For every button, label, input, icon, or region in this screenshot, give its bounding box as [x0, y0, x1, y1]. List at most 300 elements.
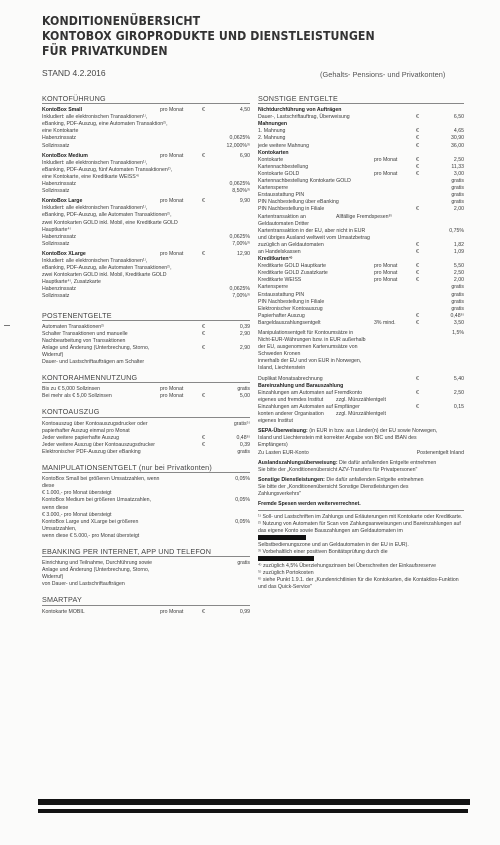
product-currency: €: [202, 198, 205, 205]
interest-rate-row: [42, 286, 250, 293]
fee-row: [258, 256, 464, 263]
fee-row-value: 1,5%: [452, 330, 464, 336]
fee-row: [258, 185, 464, 192]
fee-row-note: zzgl. Münzzählentgelt: [336, 396, 386, 403]
product-currency: €: [202, 152, 205, 159]
fee-row-currency: €: [416, 128, 419, 135]
posten-row-label: Dauer- und Lastschriftaufträgen am Schalter: [42, 359, 145, 366]
interest-rate-row: [42, 188, 250, 195]
footnote: ¹⁾ Soll- und Lastschriften im Zahlungs und Erläuterungen mit Kontokarte oder Kreditkarte.: [258, 514, 463, 521]
fee-row: [258, 292, 464, 299]
fee-row: [258, 143, 464, 150]
interest-rate-row: [42, 135, 250, 142]
auszug-row-label: Elektronischer PDF-Auszug über eBanking: [42, 448, 141, 455]
fee-row-label: Kartennachbestellung Kontokarte GOLD: [258, 178, 351, 185]
product-description: eBanking, PDF-Auszug, alle Automaten Transaktionen²⁾,: [42, 212, 172, 219]
posten-row-currency: €: [202, 323, 205, 330]
fee-row-label: Nichtdurchführung von Aufträgen: [258, 107, 342, 114]
manip-row-label: KontoBox Small bei größeren Umsatzzahlen, wenn diese: [42, 476, 160, 490]
fee-row-value: 0,75%: [449, 227, 464, 234]
fee-row: [258, 337, 464, 344]
manip-row: [42, 519, 250, 533]
smartpay-heading: SMARTPAY: [42, 596, 250, 605]
fee-row-label: Kreditkarten⁴⁾: [258, 256, 293, 263]
rahmen-row-note: pro Monat: [160, 393, 184, 400]
manip-row: [42, 476, 250, 490]
product-period: pro Monat: [160, 198, 184, 205]
sepa-charge-label: Zu Lasten EUR-Konto: [258, 449, 309, 456]
fee-row-label: Erstausstattung PIN: [258, 192, 305, 199]
auszug-row-value: gratis: [237, 448, 250, 455]
sepa-charge-value: Postenentgelt Inland: [416, 449, 464, 456]
fee-row-label: Kartensperre: [258, 284, 288, 291]
fee-row: [258, 157, 464, 164]
sepa-charge: [258, 450, 464, 457]
fee-row: [258, 397, 464, 404]
fee-row-label: jede weitere Mahnung: [258, 142, 310, 149]
rate-label: Habenzinssatz: [42, 135, 77, 142]
fee-row: [258, 228, 464, 235]
fee-row-currency: €: [416, 248, 419, 255]
rate-value: 0,0625%: [229, 233, 250, 240]
manip-row-value: 0,05%: [235, 476, 250, 483]
fee-row: [258, 235, 464, 242]
auszug-row-label: Jeder weitere papierhafte Auszug: [42, 434, 119, 441]
fee-row-label: Nicht-EUR-Währungen bzw. in EUR außerhalb: [258, 337, 366, 344]
rate-value: 0,0625%: [229, 286, 250, 293]
document-header: [42, 14, 462, 59]
fee-row-currency: €: [416, 241, 419, 248]
fee-row-value: 36,00: [451, 142, 464, 149]
posten-row-value: 2,90: [239, 344, 250, 351]
fee-row: [258, 270, 464, 277]
smartpay-row-value: 0,99: [239, 608, 250, 615]
product-period: pro Monat: [160, 250, 184, 257]
manip-row: [42, 512, 250, 519]
fee-row-label: Mahnungen: [258, 121, 288, 128]
ebanking-row: [42, 581, 250, 588]
fee-row-value: gratis: [451, 178, 464, 185]
fee-row-value: 4,65: [453, 128, 464, 135]
fee-row: [258, 199, 464, 206]
product-2: [42, 198, 250, 205]
fee-row: [258, 390, 464, 397]
ausland-text: Die dafür anfallenden Entgelte entnehmen: [339, 459, 437, 466]
fee-row-currency: €: [416, 142, 419, 149]
manip-row-label: wenn diese € 5.000,- pro Monat übersteigt: [42, 532, 140, 539]
fee-row: [258, 284, 464, 291]
product-description: zwei Kontokarten GOLD inkl. Mobil, eine Kreditkarte GOLD: [42, 219, 178, 226]
ausland-text: Sie bitte der „Konditionenübersicht AZV-Transfers für Privatpersonen": [258, 466, 418, 473]
fee-row-note: pro Monat: [374, 156, 398, 163]
fee-row-label: Bargeldauszahlungsentgelt: [258, 319, 321, 326]
fee-row-label: Dauer-, Lastschriftauftrag, Überweisung: [258, 114, 350, 121]
manip-row-label: KontoBox Large und XLarge bei größeren Umsatzzahlen,: [42, 518, 139, 532]
fee-row-label: Kartentransaktion in der EU, aber nicht in EUR: [258, 227, 366, 234]
fee-row-note: pro Monat: [374, 263, 398, 270]
ebanking-row-label: Anlage und Änderung (Unterbrechung, Storno, Widerruf): [42, 567, 150, 581]
fee-row-value: 1,09: [453, 248, 464, 255]
product-description: eBanking, PDF-Auszug, alle Automaten Transaktionen²⁾,: [42, 265, 172, 272]
rate-value: 7,00%³⁾: [232, 240, 250, 247]
fee-row: [258, 320, 464, 327]
product-description: eine Kontokarte: [42, 128, 79, 135]
fee-row: [258, 365, 464, 372]
fee-row-currency: €: [416, 312, 419, 319]
fee-row-note: pro Monat: [374, 277, 398, 284]
product-description: Inkludiert: alle elektronischen Transaktionen¹⁾,: [42, 205, 148, 212]
product-description: eBanking, PDF-Auszug, fünf Automaten Transaktionen²⁾,: [42, 166, 173, 173]
fee-row-currency: €: [416, 114, 419, 121]
stand-date: STAND 4.2.2016: [42, 68, 106, 78]
fee-row-value: 2,50: [453, 389, 464, 396]
fee-row-currency: €: [416, 156, 419, 163]
fee-row-value: gratis: [451, 192, 464, 199]
ebanking-row-label: Einrichtung und Teilnahme, Durchführung sowie: [42, 560, 153, 567]
sepa-block: [258, 428, 464, 435]
product-price: 9,90: [239, 198, 250, 205]
fee-row-label: Kreditkarte GOLD Hauptkarte: [258, 263, 327, 270]
product-description: Inkludiert: alle elektronischen Transaktionen¹⁾,: [42, 159, 148, 166]
fee-row: [258, 306, 464, 313]
rate-label: Habenzinssatz: [42, 286, 77, 293]
dienst-text: Zahlungsverkehrs": [258, 490, 302, 497]
fee-row-currency: €: [416, 206, 419, 213]
rate-label: Habenzinssatz: [42, 233, 77, 240]
fee-row: [258, 344, 464, 358]
fee-row-label: Kreditkarte WEISS: [258, 277, 302, 284]
fee-row-currency: €: [416, 270, 419, 277]
fee-row-label: Kartensperre: [258, 185, 288, 192]
fee-row-currency: €: [416, 163, 419, 170]
product-description: eBanking, PDF-Auszug, eine Automaten Transaktion²⁾,: [42, 121, 168, 128]
posten-row-currency: €: [202, 330, 205, 337]
fee-row-note: Allfällige Fremdspesen⁸⁾: [336, 213, 392, 220]
fee-row-label: PIN Nachbestellung über eBanking: [258, 199, 339, 206]
fee-row-currency: €: [416, 277, 419, 284]
auszug-heading: KONTOAUSZUG: [42, 408, 250, 417]
manip-row-label: € 1.000,- pro Monat übersteigt: [42, 490, 112, 497]
fee-row-label: Erstausstattung PIN: [258, 291, 305, 298]
rate-label: Sollzinssatz: [42, 188, 70, 195]
left-column: [42, 95, 250, 616]
product-1: [42, 153, 250, 160]
fee-row: [258, 171, 464, 178]
auszug-row: [42, 442, 250, 449]
auszug-row-currency: €: [202, 441, 205, 448]
product-name: KontoBox Medium: [42, 152, 88, 159]
fee-row-note: 3% mind.: [374, 319, 396, 326]
fee-row-label: Manipulationsentgelt für Kontoumsätze in: [258, 330, 354, 336]
fee-row-label: Bareinzahlung und Barauszahlung: [258, 382, 344, 389]
ebanking-heading: EBANKING PER INTERNET, APP UND TELEFON: [42, 548, 250, 557]
fee-row: [258, 114, 464, 121]
smartpay-row-currency: €: [202, 608, 205, 615]
manip-row: [42, 533, 250, 540]
fee-row-value: gratis: [451, 284, 464, 291]
interest-rate-row: [42, 241, 250, 248]
rahmen-row: [42, 386, 250, 393]
footnote: ²⁾ Nutzung von Automaten für Scan von Zahlungsanweisungen und Bareinzahlungen auf das eigene Konto sowie Bauszahlungen am Geldautomaten im: [258, 521, 461, 535]
scan-tick-mark: [4, 325, 10, 326]
fee-row-currency: €: [416, 170, 419, 177]
fee-row-label: Kartennachbestellung: [258, 163, 309, 170]
fee-row-label: Elektronischer Kontoauszug: [258, 305, 323, 312]
fee-row: [258, 277, 464, 284]
fee-row-value: gratis: [451, 291, 464, 298]
auszug-row: [42, 449, 250, 456]
fee-row-label: und übriges Ausland weltweit vom Umsatzbetrag: [258, 234, 370, 241]
fee-row-value: gratis: [451, 185, 464, 192]
product-currency: €: [202, 107, 205, 114]
fee-row: [258, 299, 464, 306]
rahmen-heading: KONTORAHMENNUTZUNG: [42, 374, 250, 383]
fee-row-label: Kartentransaktion an Geldautomaten Dritter: [258, 213, 310, 227]
fee-row-value: 3,50: [453, 319, 464, 326]
product-price: 4,50: [239, 107, 250, 114]
fee-row-label: Kontokarten: [258, 149, 289, 156]
fee-row-value: 5,40: [453, 375, 464, 382]
product-currency: €: [202, 250, 205, 257]
rahmen-row-label: Bei mehr als € 5,00 Sollzinsen: [42, 393, 112, 400]
auszug-row-value: gratis⁵⁾: [233, 420, 250, 427]
rate-label: Habenzinssatz: [42, 181, 77, 188]
rate-label: Sollzinssatz: [42, 142, 70, 149]
fee-row: [258, 313, 464, 320]
fee-row: [258, 164, 464, 171]
fee-row: [258, 383, 464, 390]
posten-row-value: 0,39: [239, 323, 250, 330]
fee-row-value: 6,50: [453, 114, 464, 121]
manip-row: [42, 490, 250, 497]
product-description: eine Kontokarte, eine Kreditkarte WEISS⁴⁾: [42, 173, 140, 180]
rate-value: 0,0625%: [229, 135, 250, 142]
right-column: [258, 95, 464, 591]
auszug-row-label: papierhafter Auszug einmal pro Monat: [42, 427, 130, 434]
auszug-row: [42, 421, 250, 428]
product-period: pro Monat: [160, 107, 184, 114]
posten-row: [42, 331, 250, 338]
fee-row: [258, 192, 464, 199]
fee-row-currency: €: [416, 319, 419, 326]
product-3: [42, 251, 250, 258]
ausland-block: [258, 460, 464, 467]
auszug-row-value: 0,39: [239, 441, 250, 448]
fee-row-note: pro Monat: [374, 170, 398, 177]
title-line-2: KONTOBOX GIROPRODUKTE UND DIENSTLEISTUNGEN: [42, 29, 375, 43]
rahmen-row-value: gratis: [237, 386, 250, 393]
sepa-line: (in EUR in bzw. aus Länder(n) der EU sowie Norwegen,: [309, 428, 438, 435]
redaction-bar: [258, 556, 314, 561]
fee-row-label: an Handelskassen: [258, 248, 301, 255]
scan-black-strip-1: [38, 799, 470, 805]
fee-row-value: 2,00: [453, 206, 464, 213]
fee-row-currency: €: [416, 263, 419, 270]
interest-rate-row: [42, 293, 250, 300]
posten-row: [42, 324, 250, 331]
product-price: 12,90: [237, 250, 250, 257]
posten-row: [42, 338, 250, 345]
product-description: Hauptkarte⁴⁾, Zusatzkarte: [42, 279, 101, 286]
fee-row-label: 2. Mahnung: [258, 135, 286, 142]
product-name: KontoBox Large: [42, 198, 83, 205]
fee-row: [258, 263, 464, 270]
fee-row-label: der EU, ausgenommen Kartenumsätze von Schweden Kronen: [258, 344, 358, 358]
posten-row: [42, 359, 250, 366]
foreign-fees-note: Fremde Spesen werden weiterverrechnet.: [258, 501, 464, 511]
fee-row: [258, 178, 464, 185]
auszug-row-label: Jeder weitere Auszug über Kontoauszugsdrucker: [42, 441, 156, 448]
fee-row-value: gratis: [451, 298, 464, 305]
sepa-line: Empfängers): [258, 442, 288, 449]
product-description: Inkludiert: alle elektronischen Transaktionen¹⁾,: [42, 257, 148, 264]
spacer: [42, 301, 250, 304]
fee-row-label: Kreditkarte GOLD Zusatzkarte: [258, 270, 328, 277]
product-description: Inkludiert: alle elektronischen Transaktionen¹⁾,: [42, 114, 148, 121]
auszug-row: [42, 428, 250, 435]
fee-row-currency: €: [416, 389, 419, 396]
posten-row-label: Nachbearbeitung von Transaktionen: [42, 337, 126, 344]
ausland-title: Auslandszahlungsüberweisung:: [258, 459, 338, 466]
product-period: pro Monat: [160, 152, 184, 159]
rate-value: 0,0625%: [229, 181, 250, 188]
fee-row-value: 3,00: [453, 170, 464, 177]
scan-black-strip-2: [38, 809, 468, 813]
posten-row-currency: €: [202, 344, 205, 351]
smartpay-row: [42, 609, 250, 616]
manip-row-value: 0,05%: [235, 518, 250, 525]
rahmen-row-label: Bis zu € 5,000 Sollzinsen: [42, 386, 100, 393]
rate-value: 8,50%³⁾: [232, 188, 250, 195]
posten-row-label: Anlage und Änderung (Unterbrechung, Storno, Widerruf): [42, 344, 150, 358]
fee-row-label: 1. Mahnung: [258, 128, 286, 135]
product-0: [42, 107, 250, 114]
fee-row-label: Island, Liechtenstein: [258, 365, 306, 372]
posten-row: [42, 345, 250, 359]
fee-row-label: innerhalb der EU und von EUR in Norwegen,: [258, 358, 362, 365]
ebanking-row-label: von Dauer- und Lastschriftaufträgen: [42, 581, 125, 588]
title-line-3: FÜR PRIVATKUNDEN: [42, 44, 168, 58]
fee-row-value: 0,15: [453, 403, 464, 410]
posten-heading: POSTENENTGELTE: [42, 312, 250, 321]
fee-row-label: PIN Nachbestellung in Filiale: [258, 206, 325, 213]
fee-row: [258, 330, 464, 337]
auszug-row-label: Kontoauszug über Kontoauszugsdrucker oder: [42, 420, 148, 427]
fee-row-value: 2,00: [453, 277, 464, 284]
fee-row-value: 2,50: [453, 270, 464, 277]
ebanking-row: [42, 567, 250, 581]
rate-value: 12,000%³⁾: [226, 142, 250, 149]
fee-row-currency: €: [416, 135, 419, 142]
fee-row-note: pro Monat: [374, 270, 398, 277]
kontofuehrung-heading: KONTOFÜHRUNG: [42, 95, 250, 104]
fee-row: [258, 128, 464, 135]
manip-heading: MANIPULATIONSENTGELT (nur bei Privatkonten): [42, 464, 250, 473]
footnote: ³⁾ Vorbehaltlich einer positiven Bonitätsprüfung durch die: [258, 549, 388, 556]
fee-row-value: 1,82: [453, 241, 464, 248]
footnote: Selbstbedienungszone und an Geldautomaten in der EU in EUR).: [258, 542, 409, 549]
fee-row-label: Kontokarte: [258, 156, 284, 163]
fee-row-label: Papierhafter Auszug: [258, 312, 305, 319]
sepa-title: SEPA-Überweisung:: [258, 428, 308, 435]
smartpay-row-note: pro Monat: [160, 608, 184, 615]
fee-row-label: zuzüglich an Geldautomaten: [258, 241, 324, 248]
fee-row: [258, 214, 464, 228]
product-name: KontoBox Small: [42, 107, 83, 114]
fee-row: [258, 206, 464, 213]
fee-row-value: 5,50: [453, 263, 464, 270]
fee-row-label: eigenes und fremdes Institut: [258, 396, 324, 403]
footnote: ⁴⁾ zuzüglich 4,5% Überziehungszinsen bei Überschreiten der Einkaufsreserve: [258, 563, 436, 570]
fee-row-value: 11,33: [451, 163, 464, 170]
fee-row-currency: €: [416, 403, 419, 410]
redaction-bar: [258, 535, 306, 540]
manip-row-label: KontoBox Medium bei größeren Umsatzzahlen, wenn diese: [42, 497, 151, 511]
fee-row-value: gratis: [451, 305, 464, 312]
interest-rate-row: [42, 143, 250, 150]
product-description: Hauptkarte⁴⁾: [42, 226, 71, 233]
fee-row: [258, 135, 464, 142]
interest-rate-row: [42, 181, 250, 188]
rahmen-row-currency: €: [202, 393, 205, 400]
sepa-line: Island und Liechtenstein mit korrekter Angabe von BIC und IBAN des: [258, 435, 417, 442]
manip-row: [42, 497, 250, 511]
footnote: ⁵⁾ zuzüglich Portokosten: [258, 570, 314, 577]
sonstige-entgelte-heading: SONSTIGE ENTGELTE: [258, 95, 464, 104]
dienst-block: [258, 477, 464, 484]
ebanking-row-value: gratis: [237, 560, 250, 567]
auszug-row-currency: €: [202, 434, 205, 441]
fee-row-label: Einzahlungen am Automaten auf Fremdkonto: [258, 389, 363, 396]
smartpay-row-label: Kontokarte MOBIL: [42, 608, 85, 615]
interest-rate-row: [42, 234, 250, 241]
posten-row-value: 2,90: [239, 330, 250, 337]
fee-row-label: PIN Nachbestellung in Filiale: [258, 298, 325, 305]
fee-row: [258, 376, 464, 383]
footnote: ⁶⁾ siehe Punkt 1.9.1. der „Kundenrichtlinien für die Kontokarten, die Kontaktlos-Funktion und das Quick-Service": [258, 577, 459, 591]
fee-row: [258, 150, 464, 157]
fee-row-value: gratis: [451, 199, 464, 206]
manip-row-label: € 3.000,- pro Monat übersteigt: [42, 511, 112, 518]
fee-row-label: konten anderer Organisation eigenes Institut: [258, 411, 324, 425]
dienst-text: Die dafür anfallenden Entgelte entnehmen: [326, 476, 424, 483]
rahmen-row-note: pro Monat: [160, 386, 184, 393]
fee-row-label: Einzahlungen am Automaten auf Empfänger: [258, 403, 360, 410]
product-name: KontoBox XLarge: [42, 250, 86, 257]
fee-row-currency: €: [416, 375, 419, 382]
fee-row: [258, 249, 464, 256]
posten-row-label: Schalter Transaktionen und manuelle: [42, 330, 128, 337]
auszug-row: [42, 435, 250, 442]
fee-row-value: 2,50: [453, 156, 464, 163]
fee-row: [258, 404, 464, 411]
fee-row-label: Kontokarte GOLD: [258, 170, 300, 177]
fee-row: [258, 411, 464, 425]
product-description: zwei Kontokarten GOLD inkl. Mobil, Kreditkarte GOLD: [42, 272, 167, 279]
title-line-1: KONDITIONENÜBERSICHT: [42, 14, 201, 28]
rahmen-row-value: 5,00: [239, 393, 250, 400]
dienst-text: Sie bitte der „Konditionenübersicht Sonstige Dienstleistungen des: [258, 483, 409, 490]
fee-row-value: 0,48⁶⁾: [450, 312, 464, 319]
fee-row: [258, 121, 464, 128]
fee-row-note: zzgl. Münzzählentgelt: [336, 411, 386, 418]
fee-row-label: Duplikat Monatsabrechnung: [258, 375, 323, 382]
product-price: 6,90: [239, 152, 250, 159]
fee-row: [258, 358, 464, 365]
rate-label: Sollzinssatz: [42, 293, 70, 300]
fee-row-value: 30,90: [451, 135, 464, 142]
rate-label: Sollzinssatz: [42, 240, 70, 247]
